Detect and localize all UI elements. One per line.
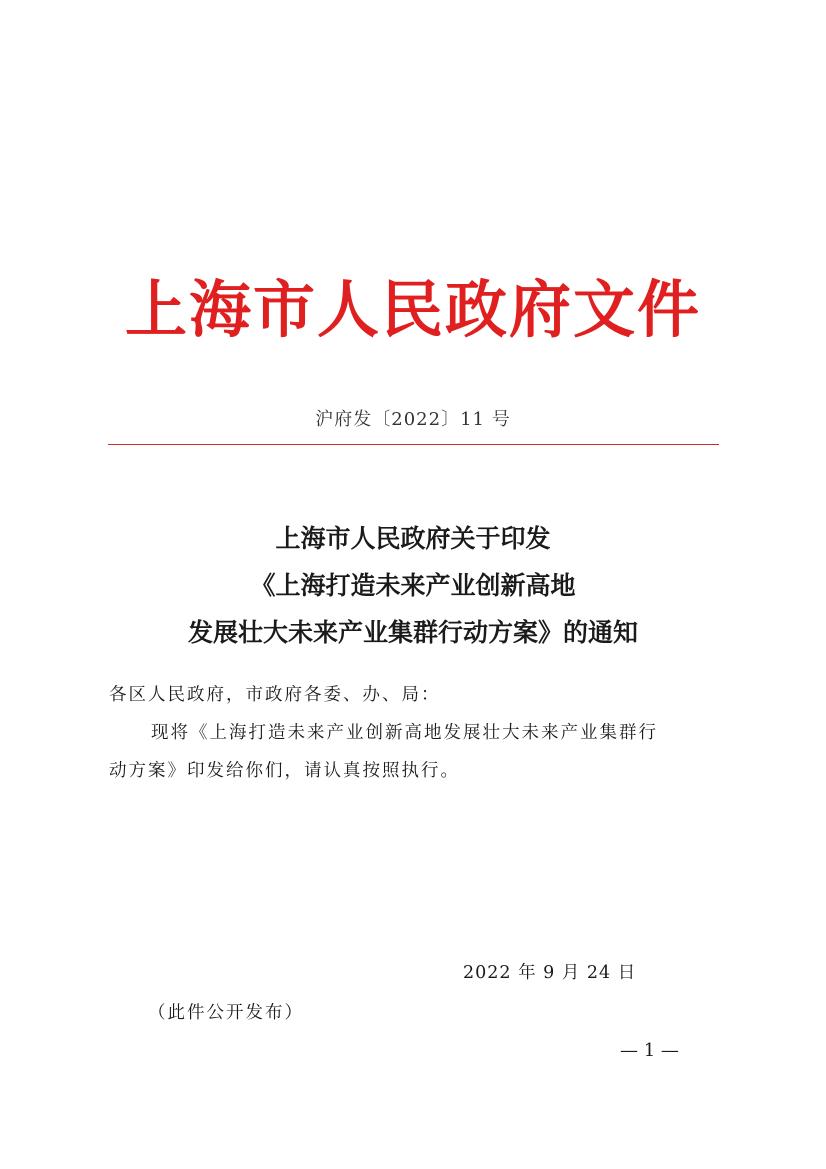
title-line-1: 上海市人民政府关于印发	[275, 524, 551, 553]
notice-title	[0, 515, 826, 656]
title-line-3: 发展壮大未来产业集群行动方案》的通知	[187, 618, 638, 647]
addressee: 各区人民政府，市政府各委、办、局：	[109, 685, 441, 705]
issue-date: 2022 年 9 月 24 日	[463, 963, 637, 983]
masthead-title: 上海市人民政府文件	[124, 273, 701, 346]
document-number: 沪府发〔2022〕11 号	[315, 409, 511, 430]
title-line-2: 《上海打造未来产业创新高地	[250, 571, 576, 600]
red-divider-line	[108, 444, 719, 445]
body-paragraph-line-1: 现将《上海打造未来产业创新高地发展壮大未来产业集群行	[151, 723, 658, 743]
publish-note: （此件公开发布）	[148, 1003, 304, 1023]
body-paragraph	[109, 714, 721, 790]
page-number: — 1 —	[620, 1040, 679, 1061]
body-paragraph-line-2: 动方案》印发给你们，请认真按照执行。	[109, 761, 460, 781]
